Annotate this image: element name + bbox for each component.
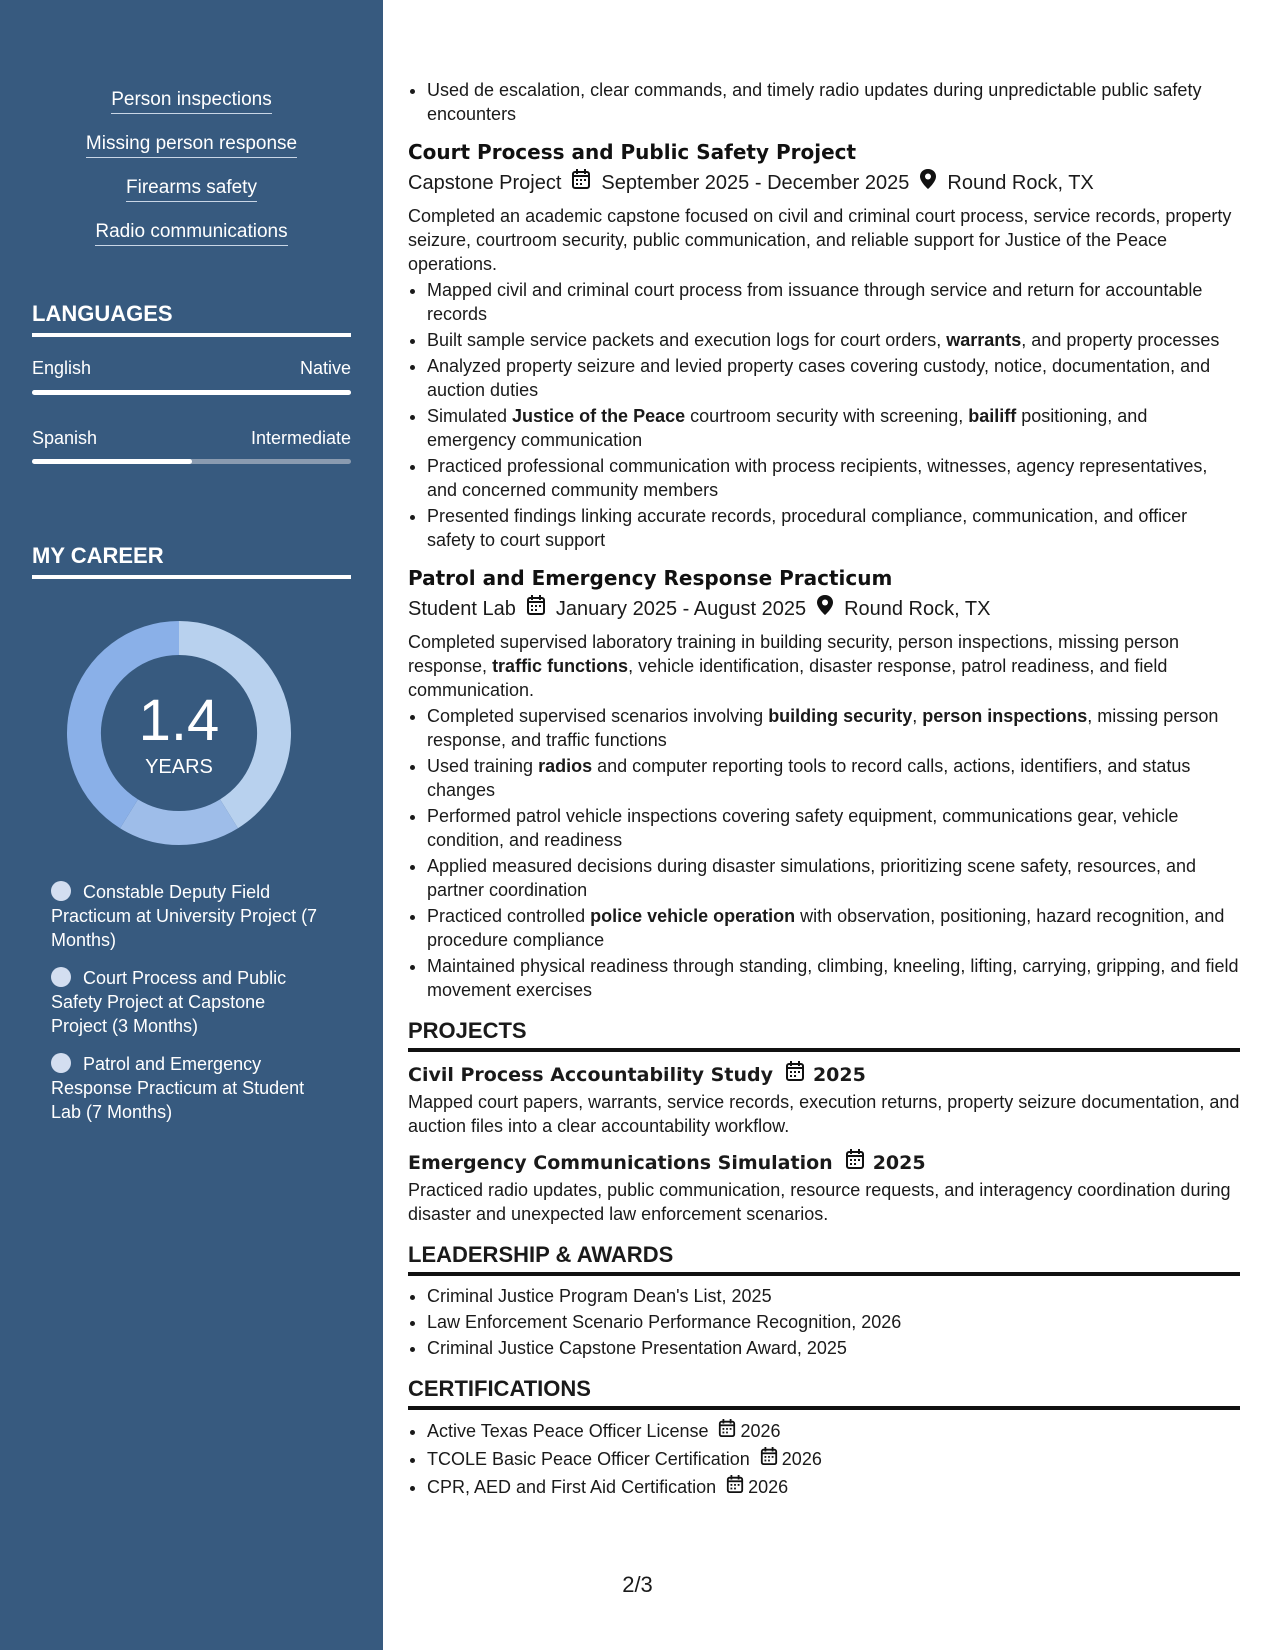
list-item: • Criminal Justice Program Dean's List, 2025 [427, 1284, 1240, 1308]
language-row [32, 428, 351, 449]
experience-dates: January 2025 - August 2025 [555, 598, 807, 620]
list-item [427, 1418, 1240, 1444]
skill-tag: Person inspections [111, 88, 272, 114]
calendar-icon [718, 1418, 736, 1444]
experience-description: Completed an academic capstone focused on civil and criminal court process, service records, property seizure, courtroom security, public communication, and reliable support for Justice of the Peace operations. [408, 206, 1232, 274]
list-item: • Used de escalation, clear commands, and timely radio updates during unpredictable public safety encounters [427, 78, 1240, 126]
bullet-list [408, 278, 1240, 552]
career-list [51, 880, 321, 1138]
calendar-icon [845, 1148, 865, 1178]
language-bar-fill [32, 459, 192, 464]
language-name: Spanish [32, 428, 98, 448]
list-item: • Practiced professional communication with process recipients, witnesses, agency representatives, and concerned community members [427, 454, 1240, 502]
experience-meta [408, 168, 1240, 198]
projects-heading: PROJECTS [408, 1016, 1240, 1052]
experience-description: Completed supervised laboratory training in building security, person inspections, missing person response, traffic functions, vehicle identification, disaster response, patrol readiness, and field communication. [408, 632, 1180, 700]
cert-name: • Active Texas Peace Officer License [427, 1421, 709, 1441]
calendar-icon [785, 1060, 805, 1090]
list-item: • Used training radios and computer reporting tools to record calls, actions, identifiers, and status changes [427, 754, 1240, 802]
list-item: • Analyzed property seizure and levied property cases covering custody, notice, documentation, and auction duties [427, 354, 1240, 402]
project-title-row [408, 1060, 1240, 1090]
list-item: • Completed supervised scenarios involving building security, person inspections, missing person response, and traffic functions [427, 704, 1240, 752]
list-item: • Criminal Justice Capstone Presentation Award, 2025 [427, 1336, 1240, 1360]
project-title: Civil Process Accountability Study [408, 1064, 773, 1086]
language-bar [32, 390, 351, 395]
career-item [51, 1052, 321, 1124]
project-year: 2025 [812, 1064, 866, 1086]
experience-title: Court Process and Public Safety Project [408, 140, 857, 164]
list-item: • Mapped civil and criminal court process from issuance through service and return for accountable records [427, 278, 1240, 326]
list-item: • Maintained physical readiness through standing, climbing, kneeling, lifting, carrying, gripping, and field movement exercises [427, 954, 1240, 1002]
location-pin-icon [919, 168, 937, 198]
awards-list [408, 1284, 1240, 1360]
career-item-text: Court Process and Public Safety Project at Capstone Project (3 Months) [51, 968, 287, 1036]
certifications-list [408, 1418, 1240, 1500]
experience-title: Patrol and Emergency Response Practicum [408, 566, 893, 590]
legend-dot-icon [51, 881, 71, 901]
main-content [408, 78, 1240, 1502]
career-item-text: Patrol and Emergency Response Practicum at Student Lab (7 Months) [51, 1054, 305, 1122]
location-pin-icon [816, 594, 834, 624]
certifications-heading: CERTIFICATIONS [408, 1374, 1240, 1410]
cert-year: 2026 [781, 1449, 822, 1469]
bullet-list [408, 704, 1240, 1002]
experience-org: Student Lab [408, 598, 516, 620]
career-donut-chart [64, 618, 294, 848]
calendar-icon [760, 1446, 778, 1472]
language-bar [32, 459, 351, 464]
experience-meta [408, 594, 1240, 624]
career-heading: MY CAREER [32, 541, 351, 579]
legend-dot-icon [51, 1053, 71, 1073]
career-item [51, 880, 321, 952]
list-item: • Presented findings linking accurate records, procedural compliance, communication, and officer safety to court support [427, 504, 1240, 552]
list-item: • Built sample service packets and execution logs for court orders, warrants, and property processes [427, 328, 1240, 352]
language-level: Intermediate [250, 428, 351, 448]
project-title-row [408, 1148, 1240, 1178]
list-item [427, 1474, 1240, 1500]
language-bar-fill [32, 390, 351, 395]
list-item: • Performed patrol vehicle inspections covering safety equipment, communications gear, vehicle condition, and readiness [427, 804, 1240, 852]
project-description: Mapped court papers, warrants, service records, execution returns, property seizure documentation, and auction files into a clear accountability workflow. [408, 1092, 1240, 1136]
calendar-icon [726, 1474, 744, 1500]
career-item-text: Constable Deputy Field Practicum at University Project (7 Months) [51, 882, 318, 950]
experience-location: Round Rock, TX [844, 598, 991, 620]
career-item [51, 966, 321, 1038]
cert-year: 2026 [740, 1421, 781, 1441]
skill-tag: Firearms safety [126, 176, 257, 202]
cert-year: 2026 [748, 1477, 789, 1497]
career-total: 1.4 [138, 688, 220, 753]
cert-name: • TCOLE Basic Peace Officer Certification [427, 1449, 750, 1469]
experience-dates: September 2025 - December 2025 [601, 172, 910, 194]
languages-heading: LANGUAGES [32, 299, 351, 337]
language-name: English [32, 358, 92, 378]
sidebar [0, 0, 383, 1650]
language-level: Native [299, 358, 351, 378]
career-unit: YEARS [145, 756, 213, 778]
skill-tag: Missing person response [86, 132, 297, 158]
language-row [32, 358, 351, 379]
calendar-icon [526, 594, 546, 624]
list-item: • Applied measured decisions during disaster simulations, prioritizing scene safety, resources, and partner coordination [427, 854, 1240, 902]
list-item [427, 1446, 1240, 1472]
skill-tag: Radio communications [95, 220, 287, 246]
list-item: • Law Enforcement Scenario Performance Recognition, 2026 [427, 1310, 1240, 1334]
donut-segment [129, 814, 229, 828]
skills-list [0, 88, 383, 264]
bullet-list [408, 78, 1240, 126]
legend-dot-icon [51, 967, 71, 987]
page-number: 2/3 [622, 1572, 653, 1597]
leadership-heading: LEADERSHIP & AWARDS [408, 1240, 1240, 1276]
list-item: • Simulated Justice of the Peace courtroom security with screening, bailiff positioning, and emergency communication [427, 404, 1240, 452]
experience-location: Round Rock, TX [947, 172, 1094, 194]
cert-name: • CPR, AED and First Aid Certification [427, 1477, 717, 1497]
project-description: Practiced radio updates, public communication, resource requests, and interagency coordination during disaster and unexpected law enforcement scenarios. [408, 1180, 1231, 1224]
project-title: Emergency Communications Simulation [408, 1152, 833, 1174]
experience-org: Capstone Project [408, 172, 562, 194]
calendar-icon [571, 168, 591, 198]
list-item: • Practiced controlled police vehicle operation with observation, positioning, hazard recognition, and procedure compliance [427, 904, 1240, 952]
project-year: 2025 [872, 1152, 926, 1174]
